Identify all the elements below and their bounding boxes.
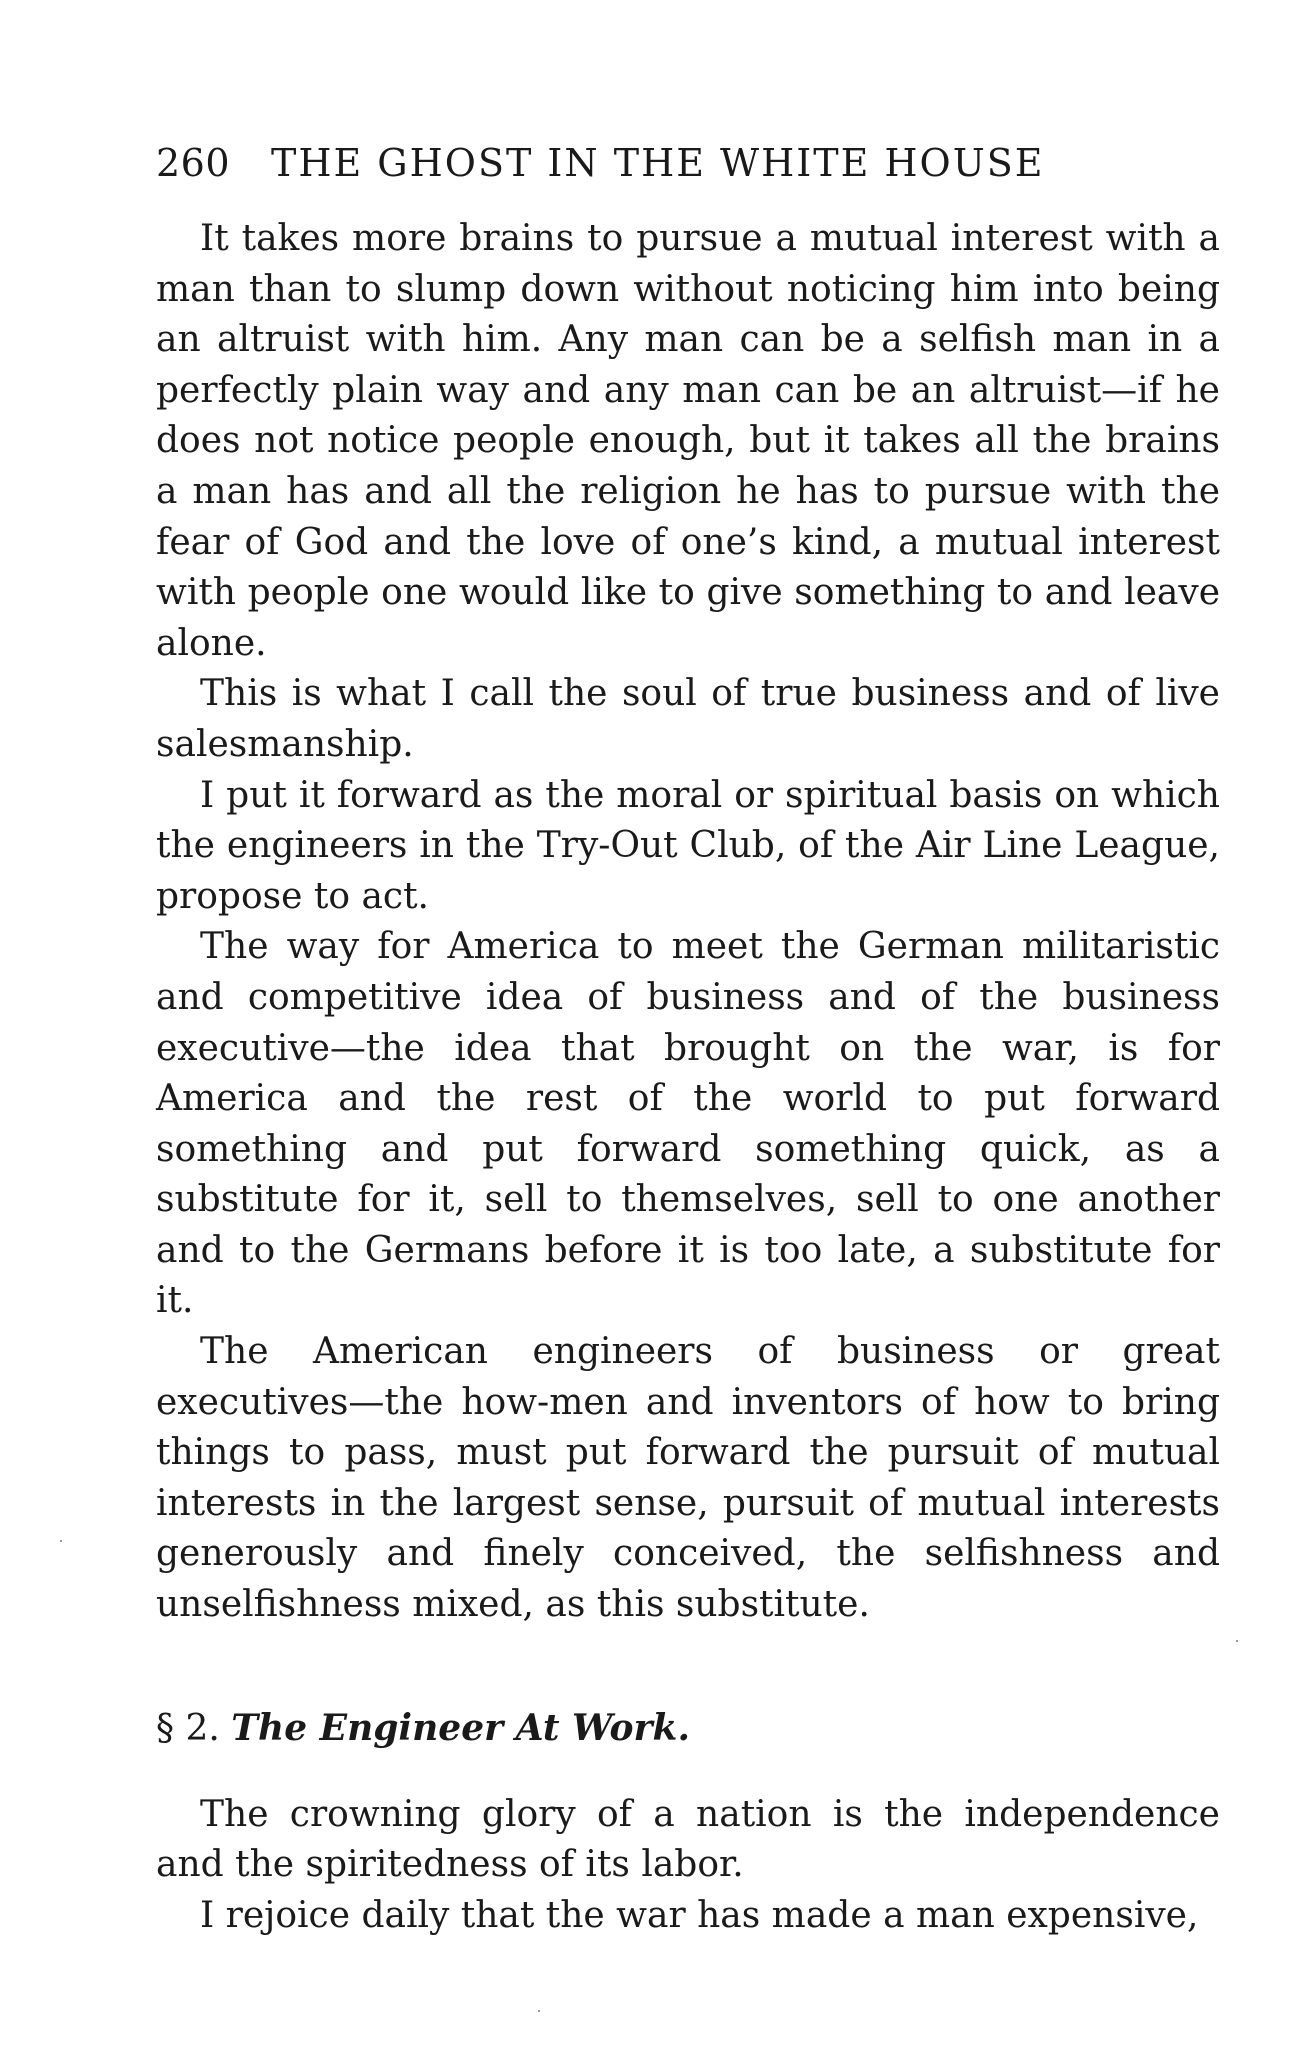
- paper-speck: [1236, 1640, 1238, 1642]
- page-number: 260: [156, 141, 231, 185]
- paper-speck: [60, 1540, 62, 1542]
- section-number: § 2.: [156, 1707, 220, 1749]
- paragraph: It takes more brains to pursue a mutual interest with a man than to slump down without noticing him into being an altruist with him. Any man can be a selfish man in a perfectly plain way and any man can be an altruist—if he does not notice people enough, but it takes all the brains a man has and all the religion he has to pursue with the fear of God and the love of one’s kind, a mutual interest with people one would like to give something to and leave alone.: [156, 218, 1220, 664]
- paragraph: The way for America to meet the German militaristic and competitive idea of business and of the business executive—the idea that brought on the war, is for America and the rest of the world to put forward something and put forward something quick, as a substitute for it, sell to themselves, sell to one another and to the Germans before it is too late, a substitute for it.: [156, 926, 1220, 1322]
- paragraph: I rejoice daily that the war has made a man expensive,: [200, 1894, 1199, 1936]
- paragraph: I put it forward as the moral or spiritual basis on which the engineers in the Try-Out Club, of the Air Line League, propose to act.: [156, 774, 1220, 917]
- paper-speck: [538, 2010, 540, 2012]
- book-page: [156, 138, 1220, 1941]
- section-title: The Engineer At Work.: [231, 1706, 691, 1749]
- paragraph: The American engineers of business or great executives—the how-men and inventors of how to bring things to pass, must put forward the pursuit of mutual interests in the largest sense, pursuit of mutual interests generously and finely conceived, the selfishness and unselfishness mixed, as this substitute.: [156, 1331, 1220, 1626]
- section-heading: [156, 1703, 1220, 1754]
- running-title: THE GHOST IN THE WHITE HOUSE: [271, 141, 1045, 185]
- paragraph: This is what I call the soul of true business and of live salesmanship.: [156, 673, 1220, 765]
- body-text: [156, 214, 1220, 1941]
- paragraph: The crowning glory of a nation is the independence and the spiritedness of its labor.: [156, 1793, 1220, 1886]
- running-head: [156, 138, 1220, 188]
